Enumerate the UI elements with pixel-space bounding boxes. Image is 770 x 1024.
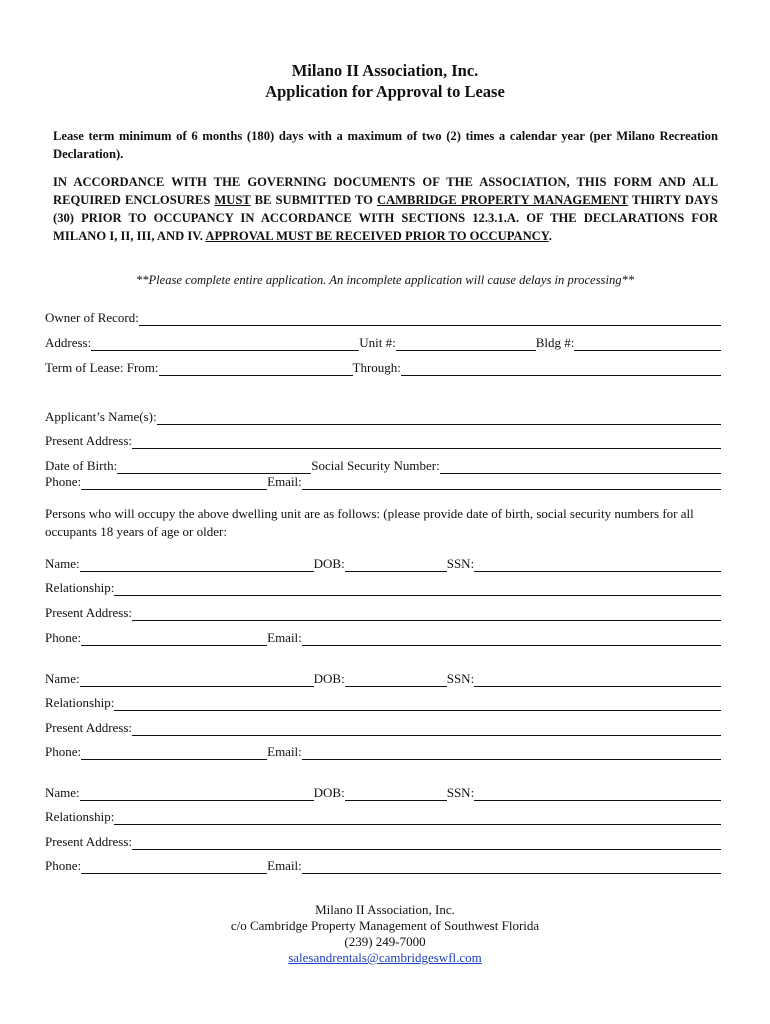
occupant-1-email-field[interactable] — [302, 632, 721, 646]
occupant-1-relationship-field[interactable] — [114, 582, 721, 596]
occupant-1-name-row — [45, 556, 721, 572]
unit-label: Unit #: — [359, 335, 396, 350]
form-title: Application for Approval to Lease — [265, 82, 505, 101]
governing-documents-paragraph — [53, 173, 718, 245]
occupant-3-relationship-row — [45, 809, 721, 825]
bldg-field[interactable] — [574, 337, 721, 351]
organization-title: Milano II Association, Inc. — [291, 61, 479, 80]
applicant-dob-row — [45, 458, 721, 474]
dob-label: DOB: — [313, 785, 345, 800]
footer-email-link[interactable]: salesandrentals@cambridgeswfl.com — [288, 950, 482, 965]
phone-label: Phone: — [45, 474, 82, 489]
address-field[interactable] — [91, 337, 359, 351]
occupant-2-name-field[interactable] — [80, 673, 314, 687]
applicant-address-field[interactable] — [132, 435, 721, 449]
relationship-label: Relationship: — [45, 695, 115, 710]
email-label: Email: — [267, 744, 302, 759]
occupant-1-ssn-field[interactable] — [474, 558, 721, 572]
occupant-2-email-field[interactable] — [302, 746, 721, 760]
completion-note: **Please complete entire application. An incomplete application will cause delays in processing** — [135, 273, 635, 287]
occupant-1-address-row — [45, 605, 721, 621]
footer-org: Milano II Association, Inc. — [315, 902, 455, 917]
occupant-3-email-field[interactable] — [302, 860, 721, 874]
applicant-email-field[interactable] — [302, 476, 721, 490]
occupant-1-phone-field[interactable] — [81, 632, 267, 646]
occupant-3-phone-row — [45, 858, 721, 874]
unit-field[interactable] — [396, 337, 536, 351]
period-text: . — [548, 229, 552, 243]
occupant-1-dob-field[interactable] — [345, 558, 447, 572]
applicant-phone-field[interactable] — [81, 476, 267, 490]
bldg-label: Bldg #: — [535, 335, 575, 350]
approval-text: APPROVAL MUST BE RECEIVED PRIOR TO OCCUPANCY — [205, 229, 549, 243]
occupant-3-phone-field[interactable] — [81, 860, 267, 874]
applicant-dob-field[interactable] — [117, 460, 311, 474]
accordance-text-b: BE SUBMITTED TO — [250, 193, 377, 207]
email-label: Email: — [267, 630, 302, 645]
occupant-3-name-row — [45, 785, 721, 801]
ssn-label: SSN: — [446, 671, 475, 686]
name-label: Name: — [45, 556, 80, 571]
name-label: Name: — [45, 671, 80, 686]
relationship-label: Relationship: — [45, 809, 115, 824]
name-label: Name: — [45, 785, 80, 800]
occupant-1-relationship-row — [45, 580, 721, 596]
applicant-field[interactable] — [157, 411, 721, 425]
footer-phone: (239) 249-7000 — [344, 934, 426, 949]
occupant-3-ssn-field[interactable] — [474, 787, 721, 801]
occupant-3-address-row — [45, 834, 721, 850]
occupant-2-relationship-row — [45, 695, 721, 711]
occupant-2-dob-field[interactable] — [345, 673, 447, 687]
through-field[interactable] — [401, 362, 721, 376]
owner-label: Owner of Record: — [45, 310, 139, 325]
dob-label: DOB: — [313, 671, 345, 686]
ssn-label: SSN: — [446, 785, 475, 800]
occupant-2-ssn-field[interactable] — [474, 673, 721, 687]
occupant-2-phone-field[interactable] — [81, 746, 267, 760]
footer-contact — [0, 902, 770, 966]
occupant-3-dob-field[interactable] — [345, 787, 447, 801]
present-address-label: Present Address: — [45, 605, 133, 620]
email-label: Email: — [267, 858, 302, 873]
occupant-3-relationship-field[interactable] — [114, 811, 721, 825]
address-row — [45, 335, 721, 351]
dob-long-label: Date of Birth: — [45, 458, 118, 473]
applicant-address-row — [45, 433, 721, 449]
applicant-row — [45, 409, 721, 425]
owner-row — [45, 310, 721, 326]
footer-care-of: c/o Cambridge Property Management of Southwest Florida — [230, 918, 540, 933]
present-address-label: Present Address: — [45, 834, 133, 849]
term-from-field[interactable] — [159, 362, 353, 376]
phone-label: Phone: — [45, 858, 82, 873]
occupant-1-phone-row — [45, 630, 721, 646]
address-label: Address: — [45, 335, 92, 350]
occupant-2-address-field[interactable] — [132, 722, 721, 736]
term-from-label: Term of Lease: From: — [45, 360, 159, 375]
occupant-3-address-field[interactable] — [132, 836, 721, 850]
occupant-2-name-row — [45, 671, 721, 687]
owner-field[interactable] — [139, 312, 721, 326]
phone-label: Phone: — [45, 630, 82, 645]
ssn-label: SSN: — [446, 556, 475, 571]
occupant-1-name-field[interactable] — [80, 558, 314, 572]
must-text: MUST — [214, 193, 251, 207]
phone-label: Phone: — [45, 744, 82, 759]
occupant-3-name-field[interactable] — [80, 787, 314, 801]
occupant-1-address-field[interactable] — [132, 607, 721, 621]
accordance-text-a: IN ACCORDANCE WITH THE GOVERNING DOCUMENTS OF THE ASSOCIATION, THIS FORM AND ALL REQUIRED ENCLOSURES — [53, 175, 718, 207]
present-address-label: Present Address: — [45, 433, 133, 448]
applicant-ssn-field[interactable] — [440, 460, 721, 474]
applicant-phone-row — [45, 474, 721, 490]
email-label: Email: — [267, 474, 302, 489]
through-label: Through: — [352, 360, 401, 375]
applicant-label: Applicant’s Name(s): — [45, 409, 157, 424]
occupants-instructions: Persons who will occupy the above dwelling unit are as follows: (please provide date of birth, social security numbers for all occupants 18 years of age or older: — [45, 506, 694, 539]
present-address-label: Present Address: — [45, 720, 133, 735]
dob-label: DOB: — [313, 556, 345, 571]
relationship-label: Relationship: — [45, 580, 115, 595]
accordance-text-c: THIRTY DAYS (30) PRIOR TO OCCUPANCY IN ACCORDANCE WITH SECTIONS 12.3.1.A. OF THE DECLARATIONS FOR MILANO I, II, III, AND IV. — [53, 193, 718, 243]
lease-term-paragraph: Lease term minimum of 6 months (180) days with a maximum of two (2) times a calendar year (per Milano Recreation Declaration). — [53, 129, 718, 161]
cambridge-text: CAMBRIDGE PROPERTY MANAGEMENT — [376, 193, 629, 207]
term-row — [45, 360, 721, 376]
occupant-2-phone-row — [45, 744, 721, 760]
occupant-2-address-row — [45, 720, 721, 736]
ssn-long-label: Social Security Number: — [311, 458, 440, 473]
occupant-2-relationship-field[interactable] — [114, 697, 721, 711]
